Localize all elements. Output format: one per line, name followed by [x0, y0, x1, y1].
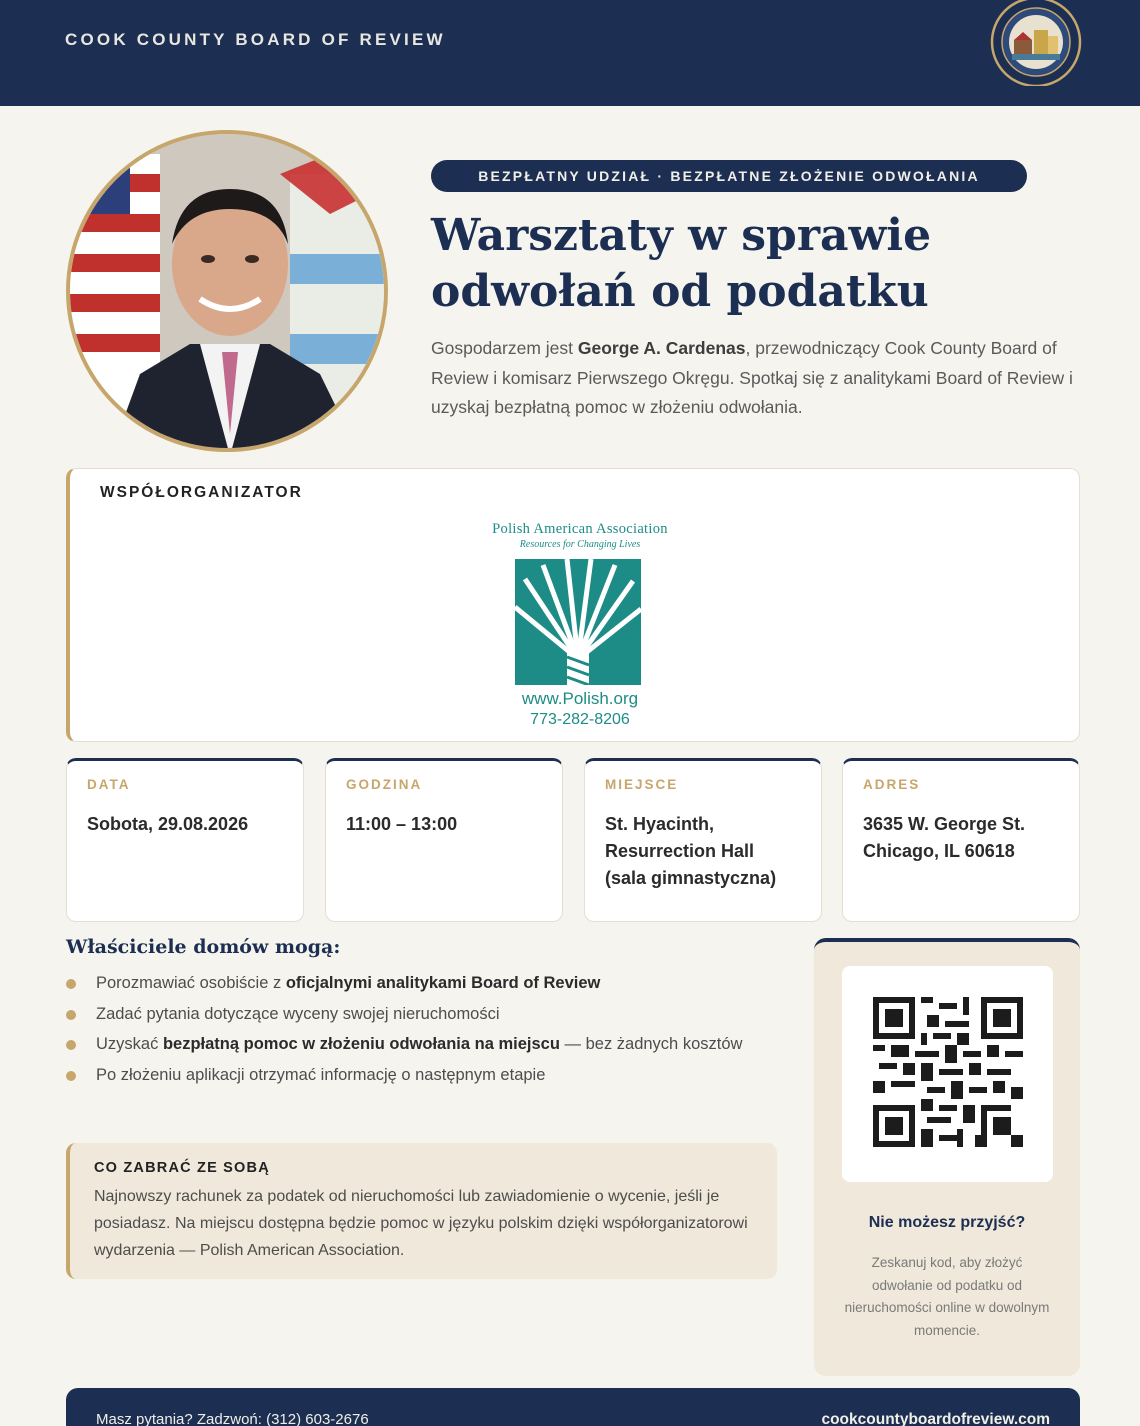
- what-to-bring-text: Najnowszy rachunek za podatek od nieruchomości lub zawiadomienie o wycenie, jeśli je posiadasz. Na miejscu dostępna będzie pomoc w języku polskim dzięki współorganizatorowi wydarzenia — Polish American Association.: [94, 1188, 748, 1259]
- list-item: [66, 1029, 766, 1060]
- qr-panel: [814, 938, 1080, 1376]
- host-portrait: [66, 130, 388, 452]
- co-organizer-label: WSPÓŁORGANIZATOR: [100, 484, 303, 501]
- address-label: ADRES: [863, 777, 921, 792]
- owners-heading: Właściciele domów mogą:: [66, 936, 341, 958]
- co-organizer-card: [66, 468, 1080, 742]
- venue-value: St. Hyacinth, Resurrection Hall (sala gimnastyczna): [605, 814, 777, 888]
- list-item-text: Porozmawiać osobiście z: [96, 974, 286, 992]
- footer-bar: [66, 1388, 1080, 1426]
- venue-label: MIEJSCE: [605, 777, 679, 792]
- address-card: [842, 758, 1080, 922]
- qr-code-box[interactable]: [842, 966, 1053, 1182]
- paa-website: www.Polish.org: [521, 689, 639, 708]
- date-label: DATA: [87, 777, 131, 792]
- intro-host-name: George A. Cardenas: [577, 338, 746, 358]
- footer-phone-text: Masz pytania? Zadzwoń: (312) 603-2676: [96, 1411, 369, 1426]
- paa-emblem-icon: [515, 559, 641, 685]
- list-item-text: Uzyskać: [96, 1035, 163, 1053]
- list-item-text: — bez żadnych kosztów: [559, 1035, 743, 1053]
- list-item-text: Zadać pytania dotyczące wyceny swojej nieruchomości: [96, 1004, 500, 1023]
- paa-tagline: Resources for Changing Lives: [519, 539, 641, 550]
- intro-prefix: Gospodarzem jest: [431, 338, 578, 358]
- time-value: 11:00 – 13:00: [346, 814, 458, 834]
- what-to-bring-box: [66, 1143, 777, 1279]
- qr-code-icon[interactable]: [873, 997, 1023, 1147]
- date-card: [66, 758, 304, 922]
- paa-phone: 773-282-8206: [530, 711, 630, 728]
- what-to-bring-title: CO ZABRAĆ ZE SOBĄ: [94, 1160, 270, 1176]
- intro-paragraph: [431, 334, 1091, 423]
- polish-american-association-logo: [475, 519, 685, 731]
- intro-suffix: , przewodniczący Cook County Board of Review i komisarz Pierwszego Okręgu. Spotkaj się z analitykami Board of Review i uzyskaj bezpłatną pomoc w złożeniu odwołania.: [431, 338, 1073, 417]
- list-item-bold: oficjalnymi analitykami Board of Review: [285, 974, 601, 992]
- portrait-image: [70, 134, 388, 452]
- list-item: [66, 999, 766, 1030]
- title-line-1: Warsztaty w sprawie: [431, 210, 932, 261]
- list-item-bold: bezpłatną pomoc w złożeniu odwołania na miejscu: [162, 1035, 560, 1053]
- owners-benefits-list: [66, 968, 766, 1090]
- free-participation-badge: BEZPŁATNY UDZIAŁ · BEZPŁATNE ZŁOŻENIE ODWOŁANIA: [431, 160, 1027, 192]
- venue-card: [584, 758, 822, 922]
- county-seal-icon: [990, 0, 1082, 86]
- qr-description: Zeskanuj kod, aby złożyć odwołanie od podatku od nieruchomości online w dowolnym momencie.: [844, 1255, 1050, 1338]
- time-label: GODZINA: [346, 777, 423, 792]
- list-item: [66, 968, 766, 999]
- list-item: [66, 1060, 766, 1091]
- address-value: 3635 W. George St. Chicago, IL 60618: [863, 814, 1026, 861]
- header-title: COOK COUNTY BOARD OF REVIEW: [65, 30, 446, 49]
- header-bar: [0, 0, 1140, 106]
- footer-website-link[interactable]: cookcountyboardofreview.com: [821, 1411, 1050, 1426]
- paa-name: Polish American Association: [492, 521, 668, 537]
- page-title: [431, 208, 1071, 320]
- time-card: [325, 758, 563, 922]
- list-item-text: Po złożeniu aplikacji otrzymać informację o następnym etapie: [96, 1065, 546, 1084]
- title-line-2: odwołań od podatku: [431, 266, 929, 317]
- qr-heading: Nie możesz przyjść?: [868, 1214, 1026, 1231]
- date-value: Sobota, 29.08.2026: [87, 814, 249, 834]
